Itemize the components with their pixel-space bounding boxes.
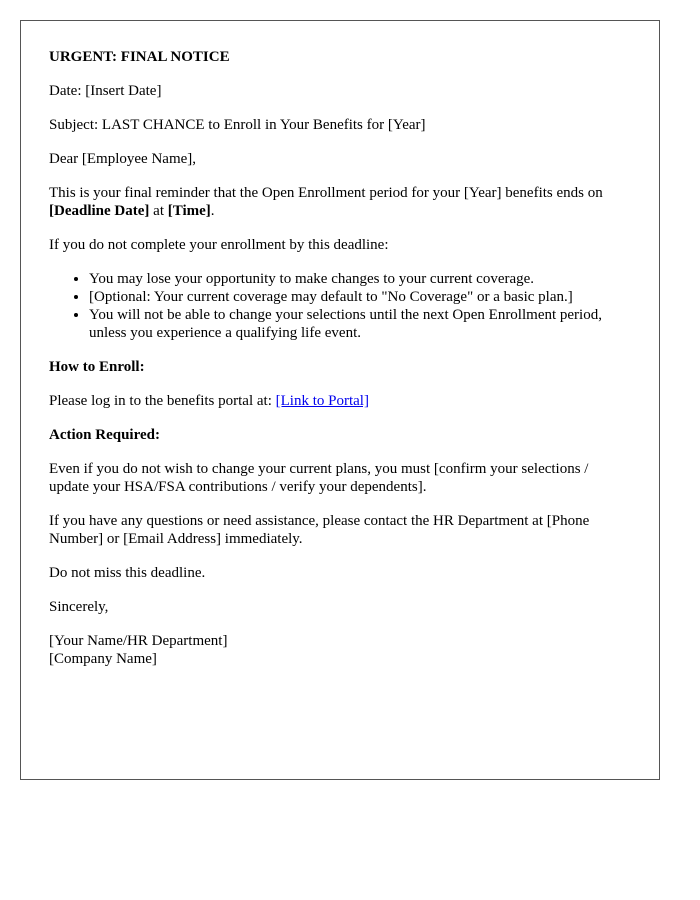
sign-off: Sincerely,: [49, 599, 109, 615]
deadline-date: [Deadline Date]: [49, 203, 150, 219]
reminder-text-middle: at: [149, 203, 168, 219]
reminder-text-before: This is your final reminder that the Open Enrollment period for your [Year] benefits ends on: [49, 185, 603, 201]
letter-document: [20, 20, 660, 780]
how-to-enroll-heading: How to Enroll:: [49, 359, 145, 375]
contact-paragraph: If you have any questions or need assistance, please contact the HR Department at [Phone Number] or [Email Address] immediately.: [49, 513, 590, 547]
signature-company: [Company Name]: [49, 651, 157, 667]
consequence-intro: If you do not complete your enrollment by this deadline:: [49, 237, 389, 253]
reminder-text-after: .: [210, 203, 215, 219]
closing-warning: Do not miss this deadline.: [49, 565, 206, 581]
portal-text: Please log in to the benefits portal at:: [49, 393, 276, 409]
date-line: Date: [Insert Date]: [49, 83, 162, 99]
notice-title: URGENT: FINAL NOTICE: [49, 49, 230, 65]
consequence-list: [49, 270, 631, 342]
signature-name: [Your Name/HR Department]: [49, 633, 228, 649]
portal-link[interactable]: [Link to Portal]: [275, 393, 369, 409]
action-required-heading: Action Required:: [49, 427, 160, 443]
portal-paragraph: [49, 392, 631, 410]
greeting: Dear [Employee Name],: [49, 151, 197, 167]
action-required-text: Even if you do not wish to change your current plans, you must [confirm your selections / update your HSA/FSA contributions / verify your dependents].: [49, 461, 589, 495]
subject-line: Subject: LAST CHANCE to Enroll in Your Benefits for [Year]: [49, 117, 426, 133]
signature-block: [49, 632, 631, 668]
list-item: • You will not be able to change your selections until the next Open Enrollment period, unless you experience a qualifying life event.: [89, 306, 631, 342]
reminder-paragraph: [49, 184, 631, 220]
deadline-time: [Time]: [167, 203, 211, 219]
list-item: • [Optional: Your current coverage may default to "No Coverage" or a basic plan.]: [89, 288, 631, 306]
list-item: • You may lose your opportunity to make changes to your current coverage.: [89, 270, 631, 288]
